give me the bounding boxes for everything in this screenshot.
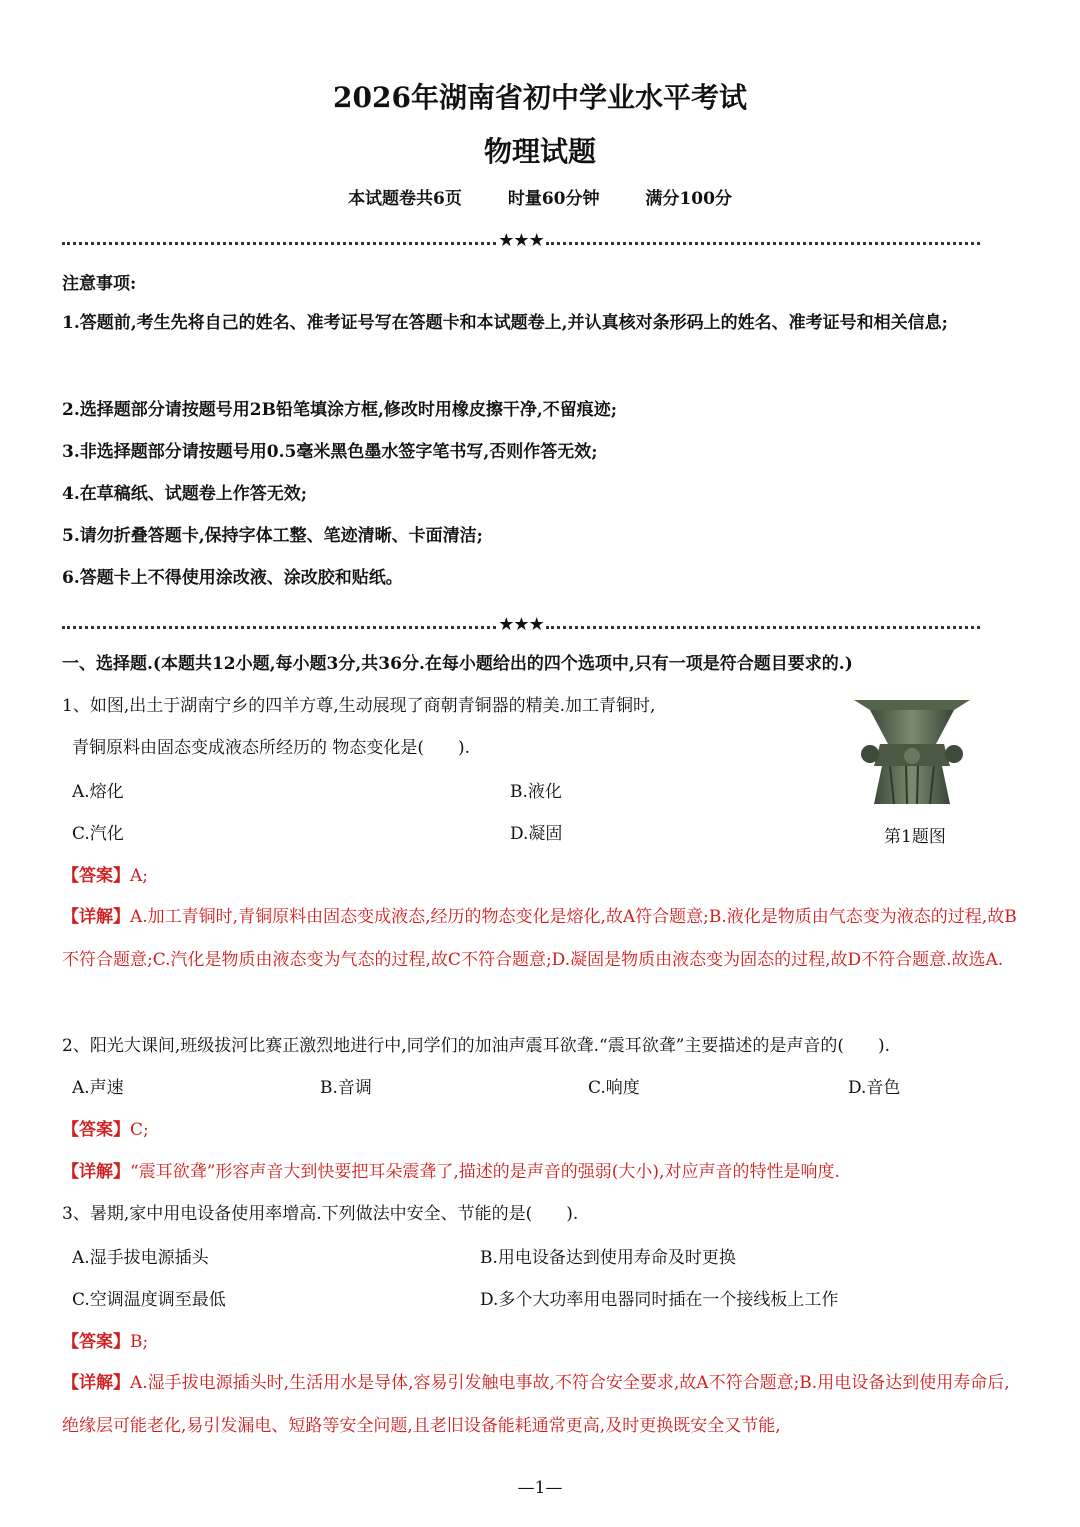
note-item-6: 6.答题卡上不得使用涂改液、涂改胶和贴纸。 xyxy=(62,568,403,588)
divider-top xyxy=(62,228,980,252)
q2-answer: 【答案】C; xyxy=(62,1120,149,1140)
note-item-1: 1.答题前,考生先将自己的姓名、准考证号写在答题卡和本试题卷上,并认真核对条形码上的姓名、准考证号和相关信息; xyxy=(62,313,948,333)
q3-option-c: C.空调温度调至最低 xyxy=(72,1290,226,1310)
time-limit: 时量60分钟 xyxy=(507,189,600,209)
q1-option-d: D.凝固 xyxy=(510,824,563,844)
q2-option-d: D.音色 xyxy=(848,1078,901,1098)
q1-option-b: B.液化 xyxy=(510,782,562,802)
q3-answer: 【答案】B; xyxy=(62,1332,149,1352)
notes-heading: 注意事项: xyxy=(62,274,137,294)
q1-option-a: A.熔化 xyxy=(72,782,124,802)
exam-meta xyxy=(0,184,1080,209)
stars-icon: ★★★ xyxy=(498,613,544,635)
q1-stem-line2: 青铜原料由固态变成液态所经历的 物态变化是( ). xyxy=(72,738,471,758)
q1-stem-line1: 1、如图,出土于湖南宁乡的四羊方尊,生动展现了商朝青铜器的精美.加工青铜时, xyxy=(62,696,656,716)
exam-subject: 物理试题 xyxy=(483,135,596,168)
note-item-5: 5.请勿折叠答题卡,保持字体工整、笔迹清晰、卡面清洁; xyxy=(62,526,483,546)
page-count: 本试题卷共6页 xyxy=(348,189,462,209)
q2-option-b: B.音调 xyxy=(320,1078,372,1098)
q3-stem: 3、暑期,家中用电设备使用率增高.下列做法中安全、节能的是( ). xyxy=(62,1204,579,1224)
q2-detail: 【详解】“震耳欲聋”形容声音大到快要把耳朵震聋了,描述的是声音的强弱(大小),对应声音的特性是响度. xyxy=(62,1162,840,1182)
q3-option-a: A.湿手拔电源插头 xyxy=(72,1248,209,1268)
q1-option-c: C.汽化 xyxy=(72,824,124,844)
q3-detail: 【详解】A.湿手拔电源插头时,生活用水是导体,容易引发触电事故,不符合安全要求,故A不符合题意;B.用电设备达到使用寿命后,绝缘层可能老化,易引发漏电、短路等安全问题,且老旧设备能耗通常更高,及时更换既安全又节能, xyxy=(62,1373,1010,1436)
q2-stem: 2、阳光大课间,班级拔河比赛正激烈地进行中,同学们的加油声震耳欲聋.“震耳欲聋”主要描述的是声音的( ). xyxy=(62,1036,891,1056)
q1-detail: 【详解】A.加工青铜时,青铜原料由固态变成液态,经历的物态变化是熔化,故A符合题意;B.液化是物质由气态变为液态的过程,故B不符合题意;C.汽化是物质由液态变为气态的过程,故C不符合题意;D.凝固是物质由液态变为固态的过程,故D不符合题意.故选A. xyxy=(62,907,1017,970)
q1-figure-caption: 第1题图 xyxy=(884,827,946,847)
section-heading: 一、选择题.(本题共12小题,每小题3分,共36分.在每小题给出的四个选项中,只有一项是符合题目要求的.) xyxy=(62,654,853,674)
q3-option-b: B.用电设备达到使用寿命及时更换 xyxy=(480,1248,736,1268)
full-score: 满分100分 xyxy=(645,189,732,209)
q3-option-d: D.多个大功率用电器同时插在一个接线板上工作 xyxy=(480,1290,839,1310)
divider-bottom xyxy=(62,612,980,636)
note-item-3: 3.非选择题部分请按题号用0.5毫米黑色墨水签字笔书写,否则作答无效; xyxy=(62,442,598,462)
bronze-zun-figure-icon xyxy=(850,694,974,812)
page-number: —1— xyxy=(517,1478,563,1498)
note-item-4: 4.在草稿纸、试题卷上作答无效; xyxy=(62,484,308,504)
q2-option-a: A.声速 xyxy=(72,1078,124,1098)
q1-answer: 【答案】A; xyxy=(62,866,149,886)
exam-title: 2026年湖南省初中学业水平考试 xyxy=(333,81,747,114)
note-item-2: 2.选择题部分请按题号用2B铅笔填涂方框,修改时用橡皮擦干净,不留痕迹; xyxy=(62,400,618,420)
stars-icon: ★★★ xyxy=(498,229,544,251)
q2-option-c: C.响度 xyxy=(588,1078,640,1098)
